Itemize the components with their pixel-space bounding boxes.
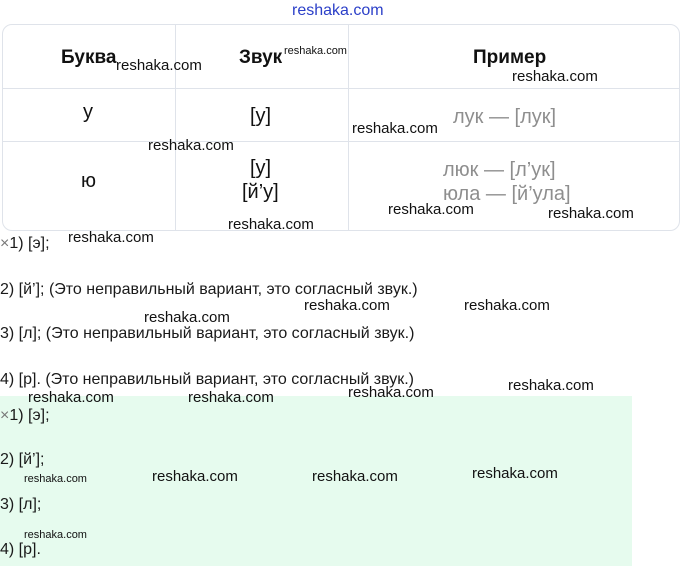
watermark: reshaka.com xyxy=(144,309,230,326)
watermark: reshaka.com xyxy=(508,377,594,394)
option-text: 2) [й’]; xyxy=(0,451,45,468)
option-text: 3) [л]; (Это неправильный вариант, это согласный звук.) xyxy=(0,325,415,342)
watermark: reshaka.com xyxy=(28,389,114,406)
row2-example-2: юла — [й’ула] xyxy=(443,183,571,205)
answer-option-4 xyxy=(0,541,41,559)
watermark: reshaka.com xyxy=(548,205,634,222)
column-divider xyxy=(175,25,176,230)
watermark: reshaka.com xyxy=(188,389,274,406)
row1-sound: [у] xyxy=(250,105,272,127)
option-text: 4) [р]. (Это неправильный вариант, это согласный звук.) xyxy=(0,371,415,388)
option-text: 3) [л]; xyxy=(0,496,42,513)
watermark: reshaka.com xyxy=(352,120,438,137)
cross-icon: × xyxy=(0,407,10,424)
watermark: reshaka.com xyxy=(512,68,598,85)
row2-example-1: люк — [л’ук] xyxy=(443,159,556,181)
row2-sound-2: [й’у] xyxy=(242,181,279,203)
watermark: reshaka.com xyxy=(148,137,234,154)
option-text: 1) [э]; xyxy=(9,235,50,252)
column-divider xyxy=(348,25,349,230)
row-divider xyxy=(3,141,679,142)
watermark: reshaka.com xyxy=(116,57,202,74)
watermark: reshaka.com xyxy=(152,468,238,485)
watermark: reshaka.com xyxy=(464,297,550,314)
option-1[interactable] xyxy=(0,235,50,253)
answer-option-1 xyxy=(0,407,50,425)
watermark: reshaka.com xyxy=(284,45,347,57)
watermark: reshaka.com xyxy=(348,384,434,401)
watermark: reshaka.com xyxy=(228,216,314,233)
row-divider xyxy=(3,88,679,89)
watermark: reshaka.com xyxy=(388,201,474,218)
watermark: reshaka.com xyxy=(312,468,398,485)
header-sound: Звук xyxy=(239,47,283,68)
watermark: reshaka.com xyxy=(24,529,87,541)
site-label[interactable]: reshaka.com xyxy=(292,2,384,19)
watermark: reshaka.com xyxy=(68,229,154,246)
option-text: 2) [й’]; (Это неправильный вариант, это согласный звук.) xyxy=(0,281,418,298)
header-letter: Буква xyxy=(61,47,117,68)
row1-letter: у xyxy=(83,101,93,123)
answer-option-2 xyxy=(0,451,45,469)
row2-letter: ю xyxy=(81,170,96,192)
cross-icon: × xyxy=(0,235,10,252)
option-text: 1) [э]; xyxy=(9,407,50,424)
header-example: Пример xyxy=(473,47,547,68)
option-text: 4) [р]. xyxy=(0,541,41,558)
row1-example: лук — [лук] xyxy=(453,106,557,128)
row2-sound-1: [у] xyxy=(250,157,272,179)
answer-option-3 xyxy=(0,496,41,514)
watermark: reshaka.com xyxy=(24,473,87,485)
option-3[interactable] xyxy=(0,325,414,343)
watermark: reshaka.com xyxy=(472,465,558,482)
watermark: reshaka.com xyxy=(304,297,390,314)
